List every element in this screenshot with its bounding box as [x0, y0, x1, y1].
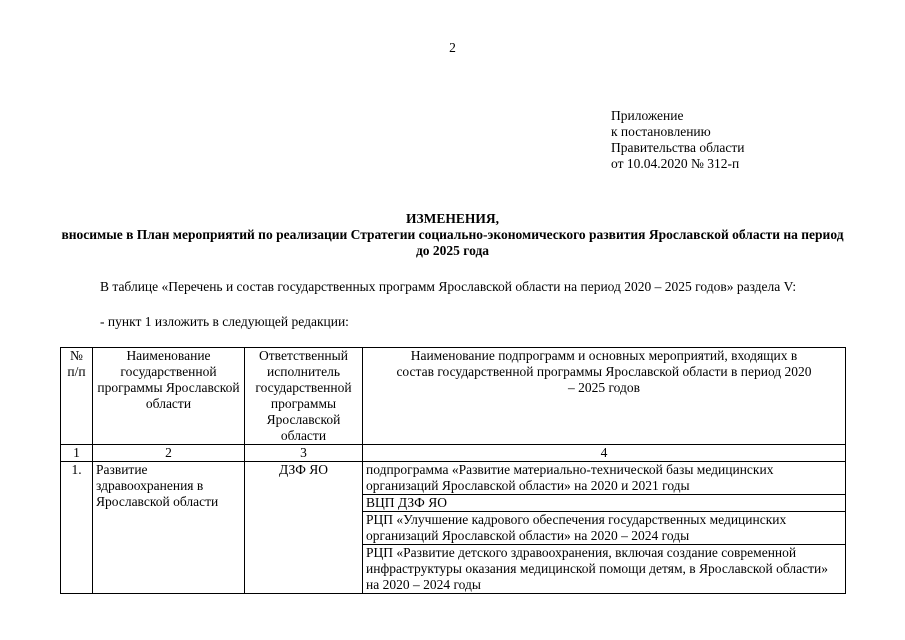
programs-table: [60, 347, 846, 594]
column-number: 2: [93, 445, 245, 462]
header-executor: Ответственный исполнитель государственной программы Ярославской области: [245, 348, 363, 445]
appendix-line: к постановлению: [611, 124, 711, 139]
appendix-line: Приложение: [611, 108, 684, 123]
row-number: 1.: [61, 462, 93, 594]
executor-name: ДЗФ ЯО: [245, 462, 363, 594]
subprogram-item: РЦП «Улучшение кадрового обеспечения государственных медицинских организаций Ярославской области» на 2020 – 2024 годы: [363, 512, 846, 545]
document-title: ИЗМЕНЕНИЯ,: [405, 211, 499, 226]
column-number: 4: [363, 445, 846, 462]
program-name: Развитие здравоохранения в Ярославской области: [93, 462, 245, 594]
column-number: 1: [61, 445, 93, 462]
subprogram-item: подпрограмма «Развитие материально-технической базы медицинских организаций Ярославской области» на 2020 и 2021 годы: [363, 462, 846, 495]
subprogram-item: РЦП «Развитие детского здравоохранения, включая создание современной инфраструктуры оказания медицинской помощи детям, в Ярославской области» на 2020 – 2024 годы: [363, 545, 846, 594]
appendix-block: [611, 108, 744, 172]
table-header-row: [61, 348, 846, 445]
instruction-paragraph: - пункт 1 изложить в следующей редакции:: [100, 314, 349, 329]
column-number-row: [61, 445, 846, 462]
intro-paragraph: В таблице «Перечень и состав государственных программ Ярославской области на период 2020 – 2025 годов» раздела V:: [100, 279, 797, 294]
appendix-line: Правительства области: [611, 140, 745, 155]
column-number: 3: [245, 445, 363, 462]
header-program: Наименование государственной программы Ярославской области: [93, 348, 245, 445]
appendix-line: от 10.04.2020 № 312-п: [611, 156, 740, 171]
table-row: [61, 462, 846, 495]
header-number: № п/п: [61, 348, 93, 445]
title-block: [60, 211, 845, 259]
page-number: 2: [449, 40, 456, 55]
subprogram-item: ВЦП ДЗФ ЯО: [363, 495, 846, 512]
header-subprograms: Наименование подпрограмм и основных мероприятий, входящих в состав государственной программы Ярославской области в период 2020 – 2025 годов: [363, 348, 846, 445]
document-subtitle: вносимые в План мероприятий по реализации Стратегии социально-экономического развития Ярославской области на период до 2025 года: [61, 227, 844, 258]
